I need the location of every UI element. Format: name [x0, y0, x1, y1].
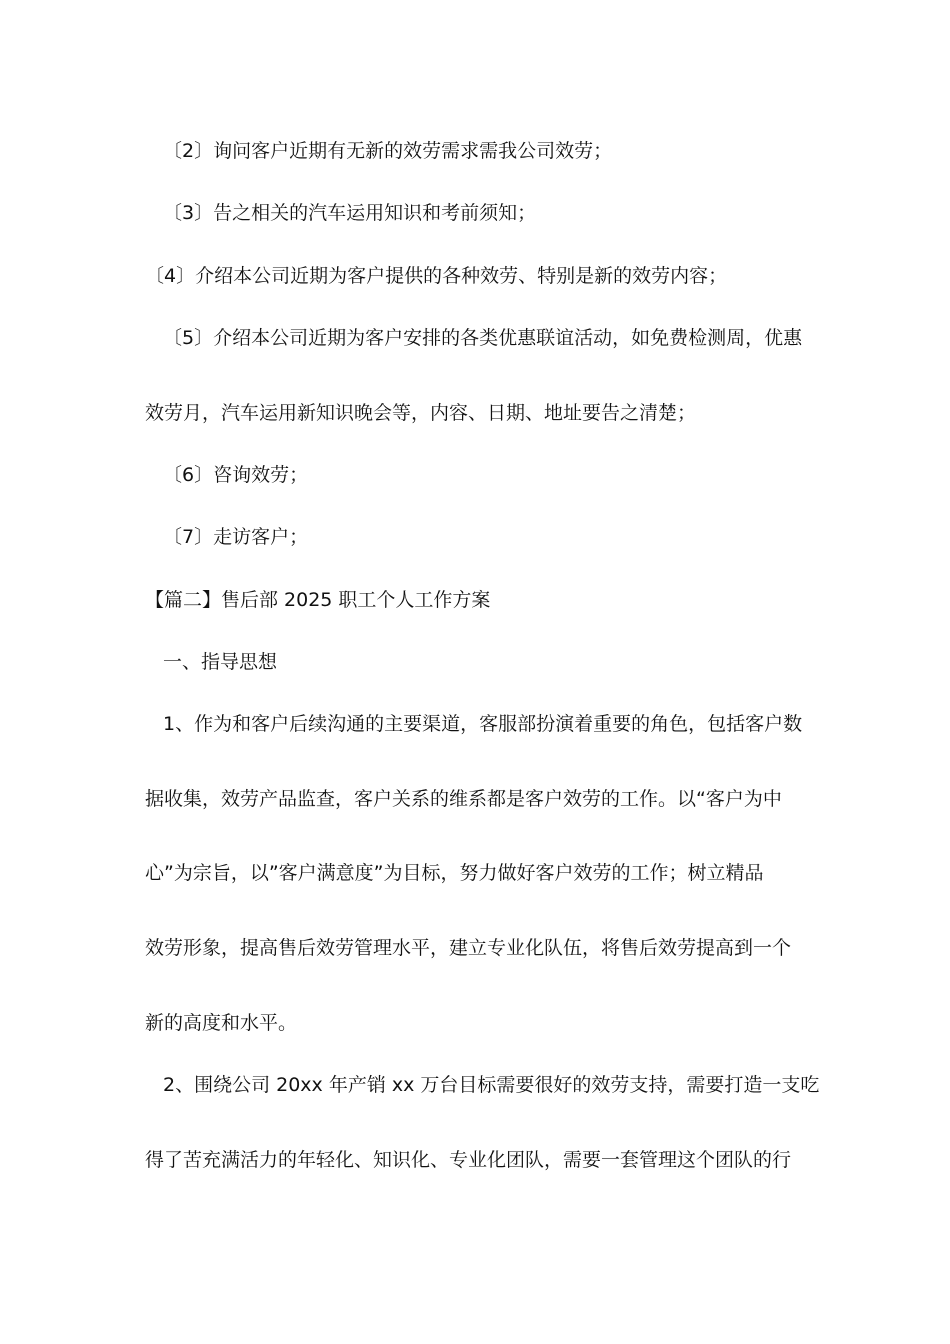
text-line: 〔4〕介绍本公司近期为客户提供的各种效劳、特别是新的效劳内容； [145, 265, 728, 287]
text-line: 〔3〕告之相关的汽车运用知识和考前须知； [163, 202, 537, 224]
text-line: 〔6〕咨询效劳； [163, 464, 309, 486]
text-line: 效劳月，汽车运用新知识晚会等，内容、日期、地址要告之清楚； [145, 402, 697, 424]
section-heading: 【篇二】售后部 2025 职工个人工作方案 [145, 589, 491, 611]
text-line: 新的高度和水平。 [145, 1012, 298, 1034]
subheading: 一、指导思想 [163, 651, 278, 673]
text-line: 心”为宗旨，以”客户满意度”为目标，努力做好客户效劳的工作；树立精品 [145, 862, 764, 884]
text-line: 〔2〕询问客户近期有无新的效劳需求需我公司效劳； [163, 140, 613, 162]
text-line: 2、围绕公司 20xx 年产销 xx 万台目标需要很好的效劳支持，需要打造一支吃 [163, 1074, 820, 1096]
text-line: 据收集，效劳产品监查，客户关系的维系都是客户效劳的工作。以“客户为中 [145, 788, 782, 810]
text-line: 得了苦充满活力的年轻化、知识化、专业化团队，需要一套管理这个团队的行 [145, 1149, 792, 1171]
text-line: 效劳形象，提高售后效劳管理水平，建立专业化队伍，将售后效劳提高到一个 [145, 937, 792, 959]
text-line: 〔5〕介绍本公司近期为客户安排的各类优惠联谊活动，如免费检测周，优惠 [163, 327, 803, 349]
text-line: 1、作为和客户后续沟通的主要渠道，客服部扮演着重要的角色，包括客户数 [163, 713, 803, 735]
text-line: 〔7〕走访客户； [163, 526, 309, 548]
